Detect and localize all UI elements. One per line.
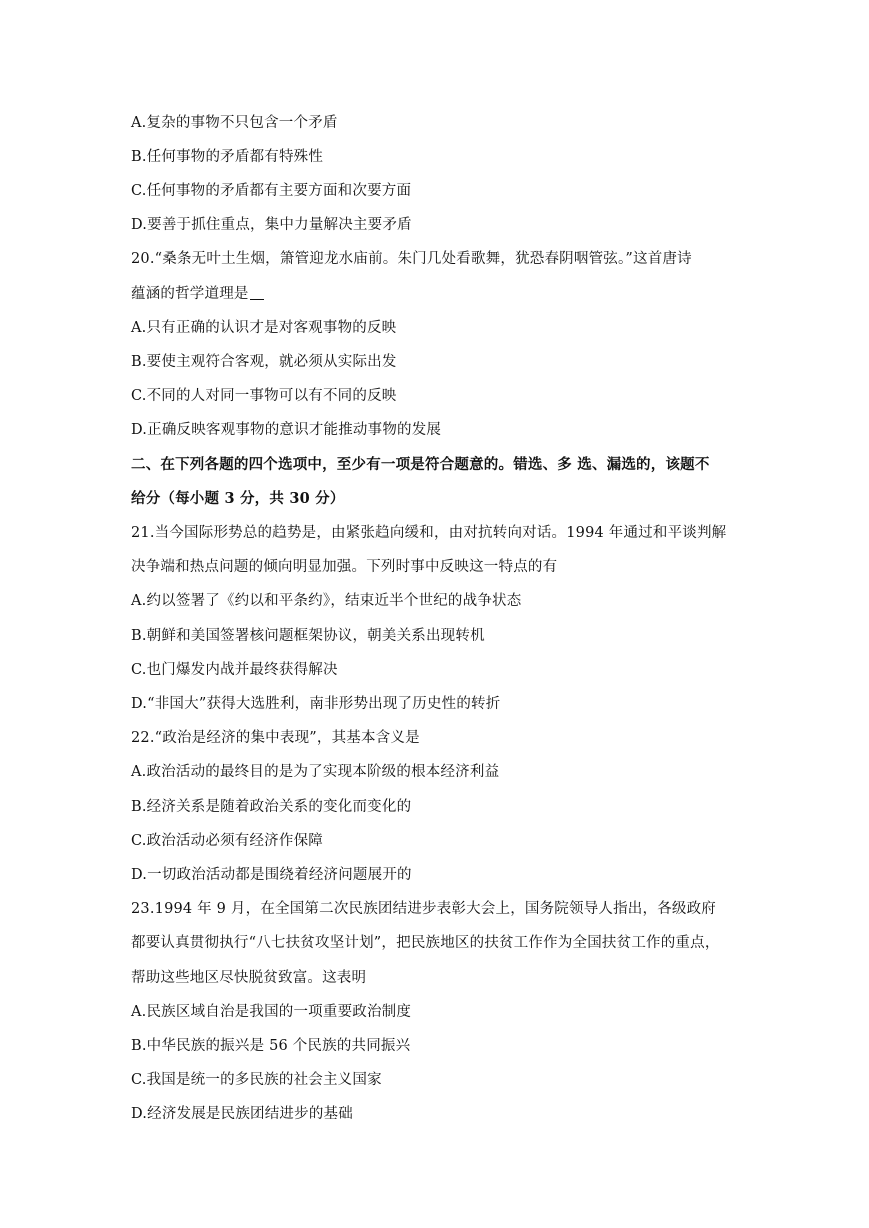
- q20-stem-line1: 20.“桑条无叶土生烟，箫管迎龙水庙前。朱门几处看歌舞，犹恐春阴咽管弦。”这首唐诗: [131, 251, 692, 267]
- q20-stem-line2: [131, 284, 741, 304]
- q19-option-c: C.任何事物的矛盾都有主要方面和次要方面: [131, 183, 412, 199]
- q20-option-d: D.正确反映客观事物的意识才能推动事物的发展: [131, 422, 442, 438]
- q22-stem: 22.“政治是经济的集中表现”，其基本含义是: [131, 730, 420, 746]
- q21-option-d: D.“非国大”获得大选胜利，南非形势出现了历史性的转折: [131, 696, 501, 712]
- q20-option-b: B.要使主观符合客观，就必须从实际出发: [131, 354, 397, 370]
- q20-option-a: A.只有正确的认识才是对客观事物的反映: [131, 320, 397, 336]
- q23-option-c: C.我国是统一的多民族的社会主义国家: [131, 1072, 382, 1088]
- q22-option-c: C.政治活动必须有经济作保障: [131, 833, 323, 849]
- q21-option-b: B.朝鲜和美国签署核问题框架协议，朝美关系出现转机: [131, 628, 485, 644]
- q22-option-b: B.经济关系是随着政治关系的变化而变化的: [131, 799, 412, 815]
- q19-option-a: A.复杂的事物不只包含一个矛盾: [131, 115, 338, 131]
- section2-heading-line1: 二、在下列各题的四个选项中，至少有一项是符合题意的。错选、多 选、漏选的，该题不: [131, 456, 710, 473]
- q20-option-c: C.不同的人对同一事物可以有不同的反映: [131, 388, 397, 404]
- q21-stem-line1: 21.当今国际形势总的趋势是，由紧张趋向缓和，由对抗转向对话。1994 年通过和平谈判解: [131, 525, 727, 541]
- q23-option-a: A.民族区域自治是我国的一项重要政治制度: [131, 1004, 412, 1020]
- section2-heading-line2: 给分（每小题 3 分，共 30 分）: [131, 490, 345, 507]
- q23-stem-line1: 23.1994 年 9 月，在全国第二次民族团结进步表彰大会上，国务院领导人指出，各级政府: [131, 901, 717, 917]
- q23-stem-line3: 帮助这些地区尽快脱贫致富。这表明: [131, 970, 367, 986]
- q21-option-a: A.约以签署了《约以和平条约》，结束近半个世纪的战争状态: [131, 593, 522, 609]
- q23-stem-line2: 都要认真贯彻执行“八七扶贫攻坚计划”，把民族地区的扶贫工作作为全国扶贫工作的重点，: [131, 935, 720, 951]
- q22-option-a: A.政治活动的最终目的是为了实现本阶级的根本经济利益: [131, 764, 500, 780]
- q20-stem-text: 蕴涵的哲学道理是: [131, 286, 249, 302]
- q21-option-c: C.也门爆发内战并最终获得解决: [131, 662, 338, 678]
- q23-option-d: D.经济发展是民族团结进步的基础: [131, 1106, 353, 1122]
- q19-option-d: D.要善于抓住重点，集中力量解决主要矛盾: [131, 217, 412, 233]
- q22-option-d: D.一切政治活动都是围绕着经济问题展开的: [131, 867, 412, 883]
- q21-stem-line2: 决争端和热点问题的倾向明显加强。下列时事中反映这一特点的有: [131, 559, 558, 575]
- q19-option-b: B.任何事物的矛盾都有特殊性: [131, 149, 324, 165]
- answer-blank: [250, 285, 264, 300]
- q23-option-b: B.中华民族的振兴是 56 个民族的共同振兴: [131, 1038, 411, 1054]
